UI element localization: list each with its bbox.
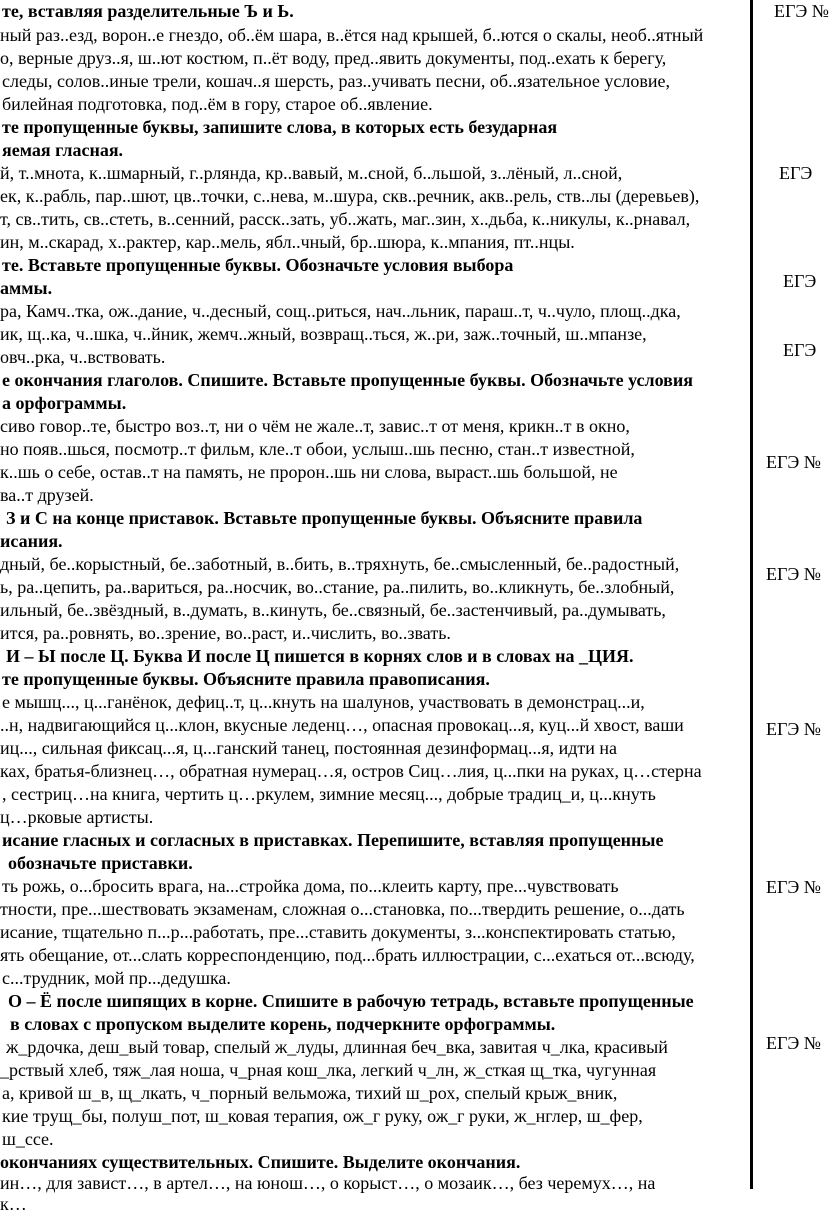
text-line: е окончания глаголов. Спишите. Вставьте пропущенные буквы. Обозначьте условия [2,370,693,390]
text-line: те. Вставьте пропущенные буквы. Обозначьте условия выбора [2,255,514,275]
text-line: З и С на конце приставок. Вставьте пропущенные буквы. Объясните правила [6,508,643,528]
exam-tag: ЕГЭ № [766,877,821,897]
exam-tag: ЕГЭ [783,340,817,360]
text-line: ильный, бе..звёздный, в..думать, в..кинуть, бе..связный, бе..застенчивый, ра..думывать, [0,600,666,620]
text-line: к… [0,1194,27,1214]
text-line: а орфограммы. [2,393,127,413]
text-line: ц…рковые артисты. [0,807,154,827]
text-line: ш_ссе. [2,1129,54,1149]
exam-tag: ЕГЭ [779,163,813,183]
exam-tag: ЕГЭ № [766,719,821,739]
text-line: ж_рдочка, деш_вый товар, спелый ж_луды, длинная беч_вка, завитая ч_лка, красивый [6,1037,668,1057]
text-line: исание, тщательно п...р...работать, пре...ставить документы, з...конспектировать статью, [0,922,676,942]
text-line: с...трудник, мой пр...дедушка. [2,968,231,988]
text-line: ва..т друзей. [0,485,94,505]
exam-tag: ЕГЭ № [766,452,821,472]
text-line: ках, братья-близнец…, обратная нумерац…я, остров Сиц…лия, ц...пки на руках, ц…стерна [0,761,702,781]
text-line: ный раз..езд, ворон..е гнездо, об..ём шара, в..ётся над крышей, б..ются о скалы, необ..ятный [0,25,704,45]
text-line: ин…, для завист…, в артел…, на юнош…, о корыст…, о мозаик…, без черемух…, на [0,1173,656,1193]
text-line: е мышц..., ц...ганёнок, дефиц..т, ц...кнуть на шалунов, участвовать в демонстрац...и, [2,692,645,712]
text-line: сиво говор..те, быстро воз..т, ни о чём не жале..т, завис..т от меня, крикн..т в окно, [0,416,630,436]
text-line: а, кривой ш_в, щ_лкать, ч_порный вельможа, тихий ш_рох, спелый крыж_вник, [2,1083,618,1103]
text-line: но появ..шься, посмотр..т фильм, кле..т обои, услыш..шь песню, стан..т известной, [0,439,635,459]
text-line: овч..рка, ч..вствовать. [0,347,166,367]
text-line: в словах с пропуском выделите корень, подчеркните орфограммы. [10,1014,556,1034]
text-line: иц..., сильная фиксац...я, ц...ганский танец, постоянная дезинформац...я, идти на [0,738,618,758]
text-line: аммы. [0,278,53,298]
text-line: те пропущенные буквы, запишите слова, в которых есть безударная [2,117,558,137]
text-line: ик, щ..ка, ч..шка, ч..йник, жемч..жный, возвращ..ться, ж..ри, заж..точный, ш..мпанзе, [0,324,647,344]
text-line: следы, солов..иные трели, кошач..я шерсть, раз..учивать песни, об..язательное условие, [2,71,670,91]
text-line: ин, м..скарад, х..рактер, кар..мель, ябл..чный, бр..шюра, к..мпания, пт..нцы. [0,232,575,252]
text-line: билейная подготовка, под..ём в гору, старое об..явление. [2,94,433,114]
text-line: обозначьте приставки. [8,853,193,873]
text-line: ра, Камч..тка, ож..дание, ч..десный, сощ..риться, нач..льник, параш..т, ч..чуло, площ..дка, [0,301,681,321]
text-line: дный, бе..корыстный, бе..заботный, в..бить, в..тряхнуть, бе..смысленный, бе..радостный, [0,554,680,574]
text-line: кие трущ_бы, полуш_пот, ш_ковая терапия, ож_г руку, ож_г руки, ж_нглер, ш_фер, [2,1106,643,1126]
text-line: яемая гласная. [2,140,124,160]
text-line: те пропущенные буквы. Объясните правила правописания. [2,669,490,689]
text-line: ть рожь, о...бросить врага, на...стройка дома, по...клеить карту, пре...чувствовать [2,876,619,896]
exam-tag: ЕГЭ № [766,564,821,584]
text-line: ять обещание, от...слать корреспонденцию, под...брать иллюстрации, с...ехаться от...всюду, [0,945,695,965]
text-line: ится, ра..ровнять, во..зрение, во..раст, и..числить, во..звать. [0,623,451,643]
text-line: исания. [0,531,63,551]
exam-tag: ЕГЭ № [766,1033,821,1053]
text-line: , сестриц…на книга, чертить ц…ркулем, зимние месяц..., добрые традиц_и, ц...кнуть [2,784,656,804]
text-line: окончаниях существительных. Спишите. Выделите окончания. [0,1152,521,1172]
text-line: И – Ы после Ц. Буква И после Ц пишется в корнях слов и в словах на _ЦИЯ. [6,646,634,666]
text-line: ь, ра..цепить, ра..вариться, ра..носчик, во..стание, ра..пилить, во..кликнуть, бе..злобный, [0,577,675,597]
text-line: к..шь о себе, остав..т на память, не пророн..шь ни слова, выраст..шь большой, не [0,462,618,482]
text-line: т, св..тить, св..стеть, в..сенний, расск..зать, уб..жать, маг..зин, х..дьба, к..никулы, к..рнавал, [0,209,691,229]
text-line: ..н, надвигающийся ц...клон, вкусные леденц…, опасная провокац...я, куц...й хвост, ваши [0,715,684,735]
text-line: й, т..мнота, к..шмарный, г..рлянда, кр..вавый, м..сной, б..льшой, з..лёный, л..сной, [0,163,623,183]
text-line: _рствый хлеб, тяж_лая ноша, ч_рная кош_лка, легкий ч_лн, ж_сткая щ_тка, чугунная [0,1060,657,1080]
text-line: О – Ё после шипящих в корне. Спишите в рабочую тетрадь, вставьте пропущенные [8,991,694,1011]
text-line: те, вставляя разделительные Ъ и Ь. [2,1,294,21]
text-line: исание гласных и согласных в приставках. Перепишите, вставляя пропущенные [2,830,664,850]
text-line: о, верные друз..я, ш..ют костюм, п..ёт воду, пред..явить документы, под..ехать к берегу, [0,48,667,68]
text-line: ек, к..рабль, пар..шют, цв..точки, с..нева, м..шура, скв..речник, акв..рель, ств..лы (деревьев), [0,186,700,206]
exam-tag-column [752,0,829,1189]
text-line: тности, пре...шествовать экзаменам, сложная о...становка, по...твердить решение, о...дать [0,899,685,919]
exam-tag: ЕГЭ [783,271,817,291]
exam-tag: ЕГЭ № [774,1,829,21]
